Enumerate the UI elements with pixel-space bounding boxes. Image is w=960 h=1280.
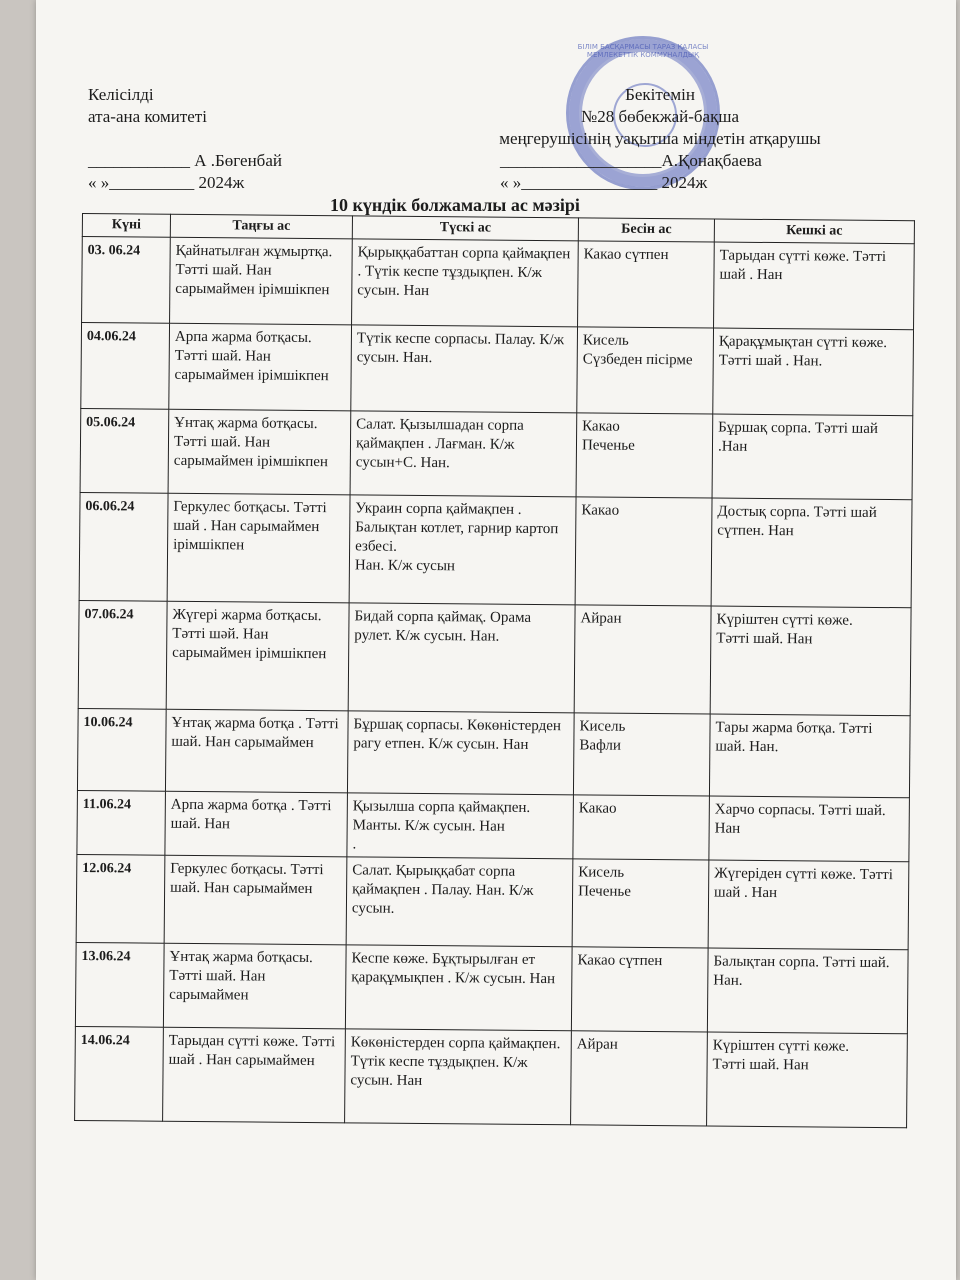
kindergarten-label: №28 бөбекжай-бақша bbox=[581, 107, 739, 126]
lunch-cell: Бидай сорпа қаймақ. Орама рулет. К/ж сусын. Нан. bbox=[348, 603, 575, 713]
snack-cell: Какао bbox=[573, 795, 710, 860]
date-cell: 14.06.24 bbox=[75, 1026, 164, 1121]
snack-cell: Какао сүтпен bbox=[571, 947, 708, 1032]
lunch-cell: Салат. Қызылшадан сорпа қаймақпен . Лағман. К/ж сусын+С. Нан. bbox=[350, 411, 577, 497]
left-date-line: « »__________ 2024ж bbox=[88, 173, 245, 192]
parent-committee-label: ата-ана комитеті bbox=[88, 107, 207, 126]
table-row bbox=[76, 854, 909, 949]
breakfast-cell: Ұнтақ жарма ботқа . Тәтті шай. Нан сарымаймен bbox=[165, 709, 348, 793]
agreed-label: Келісілді bbox=[88, 85, 154, 104]
breakfast-cell: Ұнтақ жарма ботқасы. Тәтті шай. Нан сарымаймен ірімшікпен bbox=[168, 409, 351, 495]
table-row bbox=[81, 323, 914, 416]
right-date-line: « »________________ 2024ж bbox=[500, 173, 708, 192]
lunch-cell: Қызылша сорпа қаймақпен. Манты. К/ж сусын. Нан . bbox=[347, 793, 574, 859]
date-cell: 04.06.24 bbox=[81, 323, 170, 410]
breakfast-cell: Тарыдан сүтті көже. Тәтті шай . Нан сарымаймен bbox=[163, 1027, 346, 1123]
dinner-cell: Бұршақ сорпа. Тәтті шай .Нан bbox=[712, 414, 913, 500]
date-cell: 07.06.24 bbox=[78, 600, 167, 709]
breakfast-cell: Арпа жарма ботқа . Тәтті шай. Нан bbox=[165, 791, 348, 857]
lunch-cell: Бұршақ сорпасы. Көкөністерден рагу етпен. К/ж сусын. Нан bbox=[347, 711, 574, 795]
table-row bbox=[82, 237, 915, 330]
lunch-cell: Украин сорпа қаймақпен . Балықтан котлет, гарнир картоп езбесі. Нан. К/ж сусын bbox=[349, 495, 576, 605]
date-cell: 10.06.24 bbox=[77, 708, 166, 791]
breakfast-cell: Арпа жарма ботқасы. Тәтті шай. Нан сарымаймен ірімшікпен bbox=[169, 323, 352, 411]
date-cell: 05.06.24 bbox=[80, 408, 169, 493]
stamp-text: БІЛІМ БАСҚАРМАСЫ ТАРАЗ ҚАЛАСЫ МЕМЛЕКЕТТІК КОММУНАЛДЫҚ bbox=[577, 43, 709, 59]
snack-cell: Какао bbox=[575, 497, 712, 606]
lunch-cell: Кеспе көже. Бұқтырылған ет қарақұмықпен . К/ж сусын. Нан bbox=[345, 945, 572, 1031]
table-row bbox=[80, 408, 913, 499]
date-cell: 11.06.24 bbox=[77, 790, 166, 855]
dinner-cell: Достық сорпа. Тәтті шай сүтпен. Нан bbox=[711, 498, 912, 608]
breakfast-cell: Жүгері жарма ботқасы. Тәтті шәй. Нан сарымаймен ірімшікпен bbox=[166, 601, 349, 711]
lunch-cell: Салат. Қырыққабат сорпа қаймақпен . Палау. Нан. К/ж сусын. bbox=[346, 857, 573, 947]
column-header-snack: Бесін ас bbox=[578, 218, 714, 242]
position-label: меңгерушісінің уақытша міндетін атқарушы bbox=[499, 129, 821, 148]
column-header-dinner: Кешкі ас bbox=[714, 219, 914, 244]
column-header-breakfast: Таңғы ас bbox=[170, 214, 352, 239]
right-signature-line: ___________________А.Қонақбаева bbox=[500, 151, 762, 170]
lunch-cell: Көкөністерден сорпа қаймақпен. Түтік кеспе тұздықпен. К/ж сусын. Нан bbox=[345, 1029, 572, 1125]
dinner-cell: Қарақұмықтан сүтті көже. Тәтті шай . Нан. bbox=[713, 328, 914, 416]
snack-cell: Кисель Вафли bbox=[573, 713, 710, 796]
dinner-cell: Тары жарма ботқа. Тәтті шай. Нан. bbox=[709, 714, 910, 798]
approval-right-block bbox=[460, 84, 860, 194]
lunch-cell: Қырыққабаттан сорпа қаймақпен . Түтік кеспе тұздықпен. К/ж сусын. Нан bbox=[352, 239, 579, 327]
table-row bbox=[78, 600, 911, 715]
snack-cell: Кисель Сүзбеден пісірме bbox=[577, 327, 714, 414]
snack-cell: Айран bbox=[574, 605, 711, 714]
date-cell: 06.06.24 bbox=[79, 492, 168, 601]
breakfast-cell: Геркулес ботқасы. Тәтті шай . Нан сарымаймен ірімшікпен bbox=[167, 493, 350, 603]
dinner-cell: Күріштен сүтті көже. Тәтті шай. Нан bbox=[710, 606, 911, 716]
table-row bbox=[75, 1026, 908, 1127]
snack-cell: Какао Печенье bbox=[576, 413, 713, 498]
dinner-cell: Тарыдан сүтті көже. Тәтті шай . Нан bbox=[714, 242, 915, 330]
table-row bbox=[77, 708, 910, 797]
lunch-cell: Түтік кеспе сорпасы. Палау. К/ж сусын. Нан. bbox=[351, 325, 578, 413]
date-cell: 12.06.24 bbox=[76, 854, 165, 943]
table-row bbox=[77, 790, 910, 861]
table-row bbox=[75, 942, 908, 1033]
menu-title: 10 күндік болжамалы ас мәзірі bbox=[330, 195, 580, 215]
table-row bbox=[79, 492, 912, 607]
dinner-cell: Жүгеріден сүтті көже. Тәтті шай . Нан bbox=[708, 860, 909, 950]
breakfast-cell: Геркулес ботқасы. Тәтті шай. Нан сарымаймен bbox=[164, 855, 347, 945]
breakfast-cell: Ұнтақ жарма ботқасы. Тәтті шай. Нан сарымаймен bbox=[163, 943, 346, 1029]
column-header-day: Күні bbox=[82, 214, 170, 238]
breakfast-cell: Қайнатылған жұмыртқа. Тәтті шай. Нан сарымаймен ірімшікпен bbox=[170, 237, 353, 325]
left-signature-line: ____________ А .Бөгенбай bbox=[88, 151, 282, 170]
date-cell: 03. 06.24 bbox=[82, 237, 171, 324]
menu-table bbox=[74, 213, 915, 1128]
approval-left-block bbox=[88, 84, 282, 194]
dinner-cell: Балықтан сорпа. Тәтті шай. Нан. bbox=[707, 948, 908, 1034]
snack-cell: Какао сүтпен bbox=[578, 241, 715, 328]
snack-cell: Айран bbox=[571, 1031, 708, 1126]
snack-cell: Кисель Печенье bbox=[572, 859, 709, 948]
approve-label: Бекітемін bbox=[625, 85, 695, 104]
dinner-cell: Харчо сорпасы. Тәтті шай. Нан bbox=[709, 796, 910, 862]
dinner-cell: Күріштен сүтті көже. Тәтті шай. Нан bbox=[707, 1032, 908, 1128]
date-cell: 13.06.24 bbox=[75, 942, 164, 1027]
column-header-lunch: Түскі ас bbox=[352, 216, 578, 241]
